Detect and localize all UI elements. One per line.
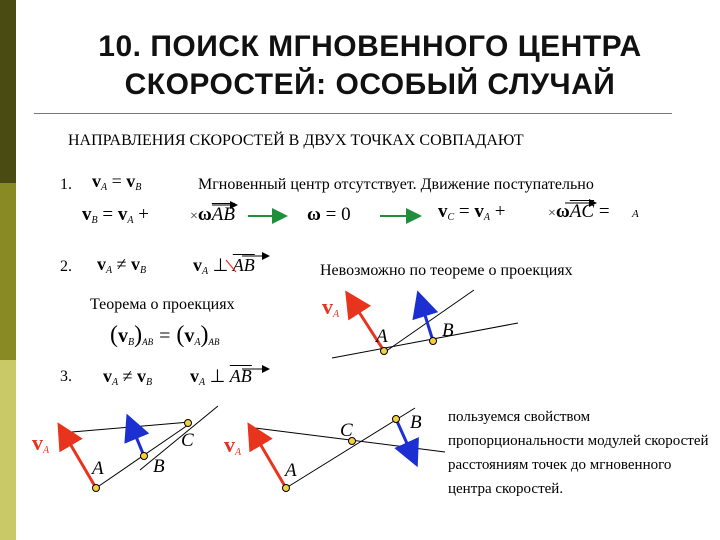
case-1-note: Мгновенный центр отсутствует. Движение поступательно: [198, 176, 594, 193]
case-2-label-b: B: [442, 320, 454, 341]
case-3a-line-through-b: [140, 406, 218, 470]
case-1-result-subscript: A: [632, 208, 639, 220]
slide-title-line-2: СКОРОСТЕЙ: ОСОБЫЙ СЛУЧАЙ: [124, 68, 616, 101]
case-3a-label-c: C: [181, 430, 194, 451]
case-1-number: 1.: [60, 176, 72, 193]
projection-theorem-formula: $(v_B)AB = (v_A)AB$: [110, 322, 220, 348]
case-3-explanation: пользуемся свойством пропорциональности модулей скоростей расстояниям точек до мгновенного центра скоростей.: [448, 409, 709, 497]
case-1-omega-zero: ω = 0: [307, 204, 351, 225]
slide-title-line-1: 10. ПОИСК МГНОВЕННОГО ЦЕНТРА: [98, 30, 642, 63]
case-3a-label-va: $v_A$: [32, 430, 50, 456]
case-2-number: 2.: [60, 258, 72, 275]
case-2-label-va: $v_A$: [322, 294, 340, 320]
case-3a-line-c: [60, 422, 190, 433]
case-2-point-b: [430, 338, 437, 345]
case-3a-point-b: [141, 453, 148, 460]
case-2-line-ab: [332, 323, 518, 358]
case-2-label-a: A: [376, 326, 388, 347]
case-1-velocity-b-formula: $v_B = v_A$ +: [82, 204, 149, 226]
projection-theorem-label: Теорема о проекциях: [90, 296, 235, 313]
case-2-condition: $v_A \ne v_B$: [97, 254, 147, 276]
case-3a-velocity-a: [62, 430, 96, 488]
case-1-condition: $v_A = v_B$: [92, 171, 142, 193]
case-1-omega-cross-ac: $\times\omega\overline{AC}$ =: [548, 201, 610, 222]
case-3a-label-a: A: [92, 458, 104, 479]
case-3a-label-b: B: [153, 456, 165, 477]
strike-mark: [226, 260, 236, 272]
case-3b-label-c: C: [340, 420, 353, 441]
case-3-perpendicular: $v_A$ ⊥ $\overline{AB}$: [190, 366, 252, 388]
case-3b-label-va: $v_A$: [224, 432, 242, 458]
case-1-omega-cross-ab: $\times\omega\overline{AB}$: [190, 204, 236, 225]
case-3b-point-b: [393, 416, 400, 423]
case-3-condition: $v_A \ne v_B$: [103, 366, 153, 388]
case-2-point-a: [381, 348, 388, 355]
section-heading: НАПРАВЛЕНИЯ СКОРОСТЕЙ В ДВУХ ТОЧКАХ СОВПАДАЮТ: [68, 132, 524, 149]
case-3-number: 3.: [60, 368, 72, 385]
case-1-velocity-c-formula: $v_C = v_A$ +: [438, 201, 506, 223]
case-3a-velocity-b: [130, 422, 144, 456]
case-3b-label-b: B: [410, 412, 422, 433]
case-3b-label-a: A: [285, 460, 297, 481]
case-2-perpendicular: $v_A$ ⊥ $\overline{AB}$: [193, 255, 255, 277]
case-3a-point-a: [93, 485, 100, 492]
case-3a-point-c: [185, 420, 192, 427]
case-3b-point-a: [283, 485, 290, 492]
case-3b-velocity-a: [252, 430, 286, 488]
case-2-note: Невозможно по теореме о проекциях: [320, 262, 573, 279]
